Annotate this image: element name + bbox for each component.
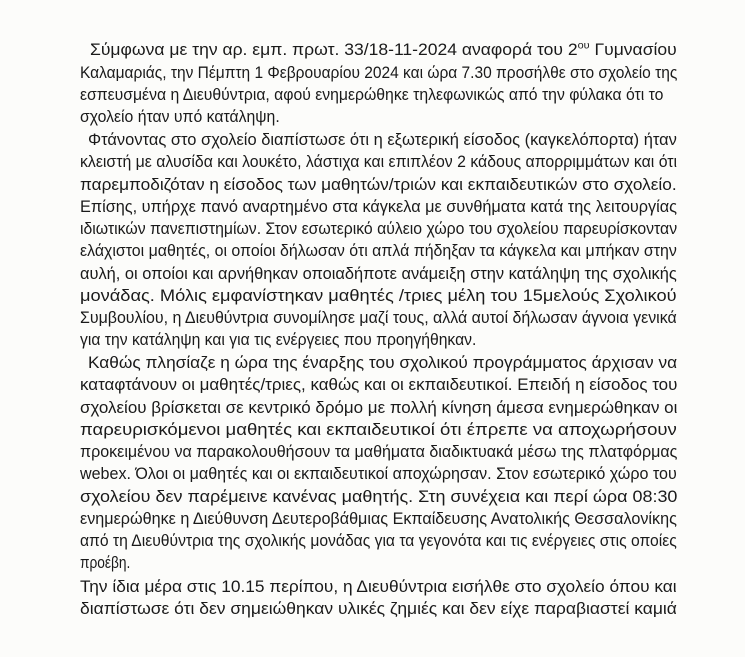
- text-line: εσπευσμένα η Διευθύντρια, αφού ενημερώθηκε τηλεφωνικώς από την φύλακα ότι το: [80, 86, 664, 104]
- text-line: ενημερώθηκε η Διεύθυνση Δευτεροβάθμιας Εκπαίδευσης Ανατολικής Θεσσαλονίκης: [80, 510, 677, 528]
- text-line: webex. Όλοι οι μαθητές και οι εκπαιδευτικοί αποχώρησαν. Στον εσωτερικό χώρο του: [80, 465, 677, 483]
- text-line: μονάδας. Μόλις εμφανίστηκαν μαθητές /τριες μέλη του 15μελούς Σχολικού: [80, 287, 677, 305]
- text-line: αυλή, οι οποίοι και αρνήθηκαν οποιαδήποτε ανάμειξη στην κατάληψη της σχολικής: [80, 265, 677, 283]
- text-line: παρεμποδιζόταν η είσοδος των μαθητών/τριών και εκπαιδευτικών στο σχολείο.: [80, 176, 677, 194]
- text-line: σχολείου βρίσκεται σε κεντρικό δρόμο με πολλή κίνηση άμεσα ενημερώθηκαν οι: [80, 399, 678, 417]
- text-line: διαπίστωσε ότι δεν σημειώθηκαν υλικές ζημιές και δεν είχε παραβιαστεί καμιά: [80, 600, 677, 618]
- text-line: σχολείου δεν παρέμεινε κανένας μαθητής. Στη συνέχεια και περί ώρα 08:30: [80, 488, 678, 506]
- text-line: παρευρισκόμενοι μαθητές και εκπαιδευτικοί ότι έπρεπε να αποχωρήσουν: [80, 421, 677, 439]
- text-line: Επίσης, υπήρχε πανό αναρτημένο στα κάγκελα με συνθήματα κατά της λειτουργίας: [80, 198, 678, 216]
- text-line: Συμβουλίου, η Διευθύντρια συνομίλησε μαζί τους, αλλά αυτοί δήλωσαν άγνοια γενικά: [80, 309, 677, 327]
- text-line: κλειστή με αλυσίδα και λουκέτο, λάστιχα και επιπλέον 2 κάδους απορριμμάτων και ότι: [80, 153, 678, 171]
- text-line: [90, 40, 677, 61]
- text-line: προκειμένου να παρακολουθήσουν τα μαθήματα διαδικτυακά μέσω της πλατφόρμας: [80, 443, 678, 461]
- text-line-tail: Γυμνασίου: [589, 41, 677, 59]
- text-line: σχολείο ήταν υπό κατάληψη.: [80, 108, 280, 126]
- text-line: καταφτάνουν οι μαθητές/τριες, καθώς και οι εκπαιδευτικοί. Επειδή η είσοδος του: [80, 376, 678, 394]
- text-line: από τη Διευθύντρια της σχολικής μονάδας για τα γεγονότα και τις ενέργειες στις οποίες: [80, 532, 677, 550]
- text-line: για την κατάληψη και για τις ενέργειες που προηγήθηκαν.: [80, 331, 477, 349]
- text-line: Την ίδια μέρα στις 10.15 περίπου, η Διευθύντρια εισήλθε στο σχολείο όπου και: [80, 578, 677, 596]
- superscript-ordinal: ου: [577, 40, 590, 52]
- text-line: Φτάνοντας στο σχολείο διαπίστωσε ότι η εξωτερική είσοδος (καγκελόπορτα) ήταν: [88, 131, 677, 149]
- text-line: ελάχιστοι μαθητές, οι οποίοι δήλωσαν ότι απλά πήδηξαν τα κάγκελα και μπήκαν στην: [80, 242, 677, 260]
- text-line: Καλαμαριάς, την Πέμπτη 1 Φεβρουαρίου 2024 και ώρα 7.30 προσήλθε στο σχολείο της: [80, 64, 678, 82]
- text-line: Καθώς πλησίαζε η ώρα της έναρξης του σχολικού προγράμματος άρχισαν να: [88, 354, 678, 372]
- text-line: προέβη.: [80, 554, 131, 572]
- text-line-content: Σύμφωνα με την αρ. εμπ. πρωτ. 33/18-11-2024 αναφορά του 2: [90, 41, 578, 59]
- text-line: ιδιωτικών πανεπιστημίων. Στον εσωτερικό αύλειο χώρο του σχολείου παρευρίσκονταν: [80, 220, 678, 238]
